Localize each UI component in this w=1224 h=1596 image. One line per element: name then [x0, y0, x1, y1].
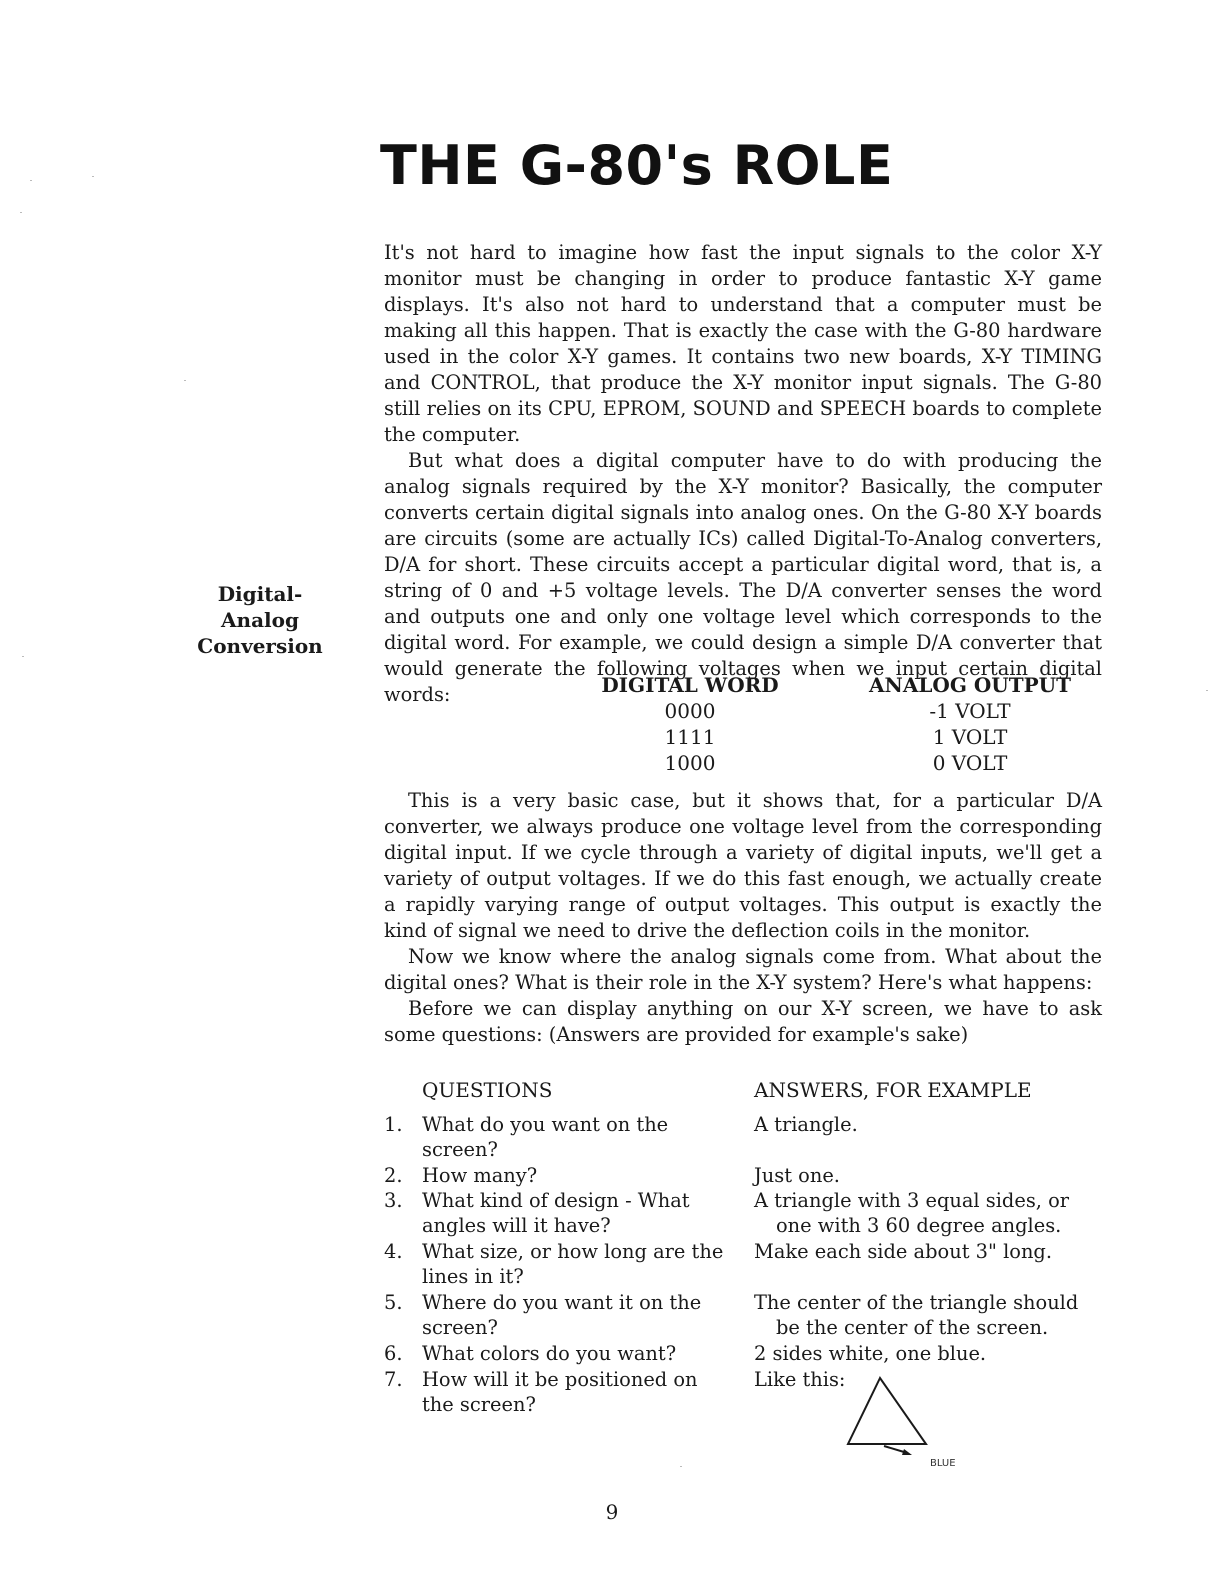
scan-speck	[20, 212, 22, 213]
table-cell: 1000	[664, 751, 716, 775]
answer-text: Like this:	[754, 1368, 846, 1391]
paragraph-analog-signals: Now we know where the analog signals come from. What about the digital ones? What is their role in the X-Y system? Here's what happens:	[384, 945, 1102, 994]
question-item	[384, 1367, 724, 1417]
page-number: 9	[605, 1500, 619, 1524]
scan-speck	[184, 380, 186, 381]
answer-text: 2 sides white, one blue.	[754, 1342, 987, 1365]
answers-header: ANSWERS, FOR EXAMPLE	[754, 1078, 1032, 1102]
question-item	[384, 1341, 724, 1366]
page-title: THE G-80's ROLE	[380, 134, 894, 197]
answer-item	[754, 1341, 1114, 1366]
question-item	[384, 1163, 724, 1188]
question-item	[384, 1188, 724, 1238]
answer-text: The center of the triangle should be the center of the screen.	[754, 1291, 1079, 1339]
question-text: Where do you want it on the screen?	[422, 1291, 702, 1339]
table-cell: 1 VOLT	[932, 725, 1008, 749]
sidehead-line: Conversion	[197, 634, 323, 658]
table-header-digital-word: DIGITAL WORD	[601, 673, 779, 697]
answer-item	[754, 1188, 1084, 1238]
scan-speck	[22, 656, 24, 657]
answer-text: Make each side about 3" long.	[754, 1240, 1053, 1263]
table-column-analog-output	[862, 672, 1078, 776]
question-number: 2.	[384, 1164, 403, 1187]
paragraph-digital-computer: But what does a digital computer have to do with producing the analog signals required by the X-Y monitor? Basically, the computer converts certain digital signals into analog ones. On the G-80 X-Y boards are circuits (some are actually ICs) called Digital-To-Analog converters, D/A for short. These circuits accept a particular digital word, that is, a string of 0 and +5 voltage levels. The D/A converter senses the word and outputs one and only one voltage level which corresponds to the digital word. For example, we could design a simple D/A converter that would generate the following voltages when we input certain digital words:	[384, 449, 1102, 706]
answer-text: Just one.	[754, 1164, 840, 1187]
paragraph-intro: It's not hard to imagine how fast the input signals to the color X-Y monitor must be changing in order to produce fantastic X-Y game displays. It's also not hard to understand that a computer must be making all this happen. That is exactly the case with the G-80 hardware used in the color X-Y games. It contains two new boards, X-Y TIMING and CONTROL, that produce the X-Y monitor input signals. The G-80 still relies on its CPU, EPROM, SOUND and SPEECH boards to complete the computer.	[384, 241, 1102, 446]
question-number: 4.	[384, 1240, 403, 1263]
triangle-shape	[848, 1378, 926, 1444]
answer-text: A triangle.	[754, 1113, 858, 1136]
question-number: 3.	[384, 1189, 403, 1212]
question-text: What size, or how long are the lines in it?	[422, 1240, 724, 1288]
question-item	[384, 1290, 724, 1340]
question-text: How will it be positioned on the screen?	[422, 1368, 698, 1416]
question-text: How many?	[422, 1164, 538, 1187]
answer-item	[754, 1112, 1114, 1137]
question-item	[384, 1239, 724, 1289]
body-text-lower	[384, 788, 1102, 1048]
questions-header: QUESTIONS	[422, 1078, 553, 1102]
figure-label-blue: BLUE	[930, 1458, 956, 1469]
table-column-digital-word	[600, 672, 780, 776]
answer-item	[754, 1163, 1114, 1188]
sidehead-digital-analog-conversion	[190, 581, 330, 659]
table-cell: 1111	[664, 725, 716, 749]
table-cell: 0000	[664, 699, 716, 723]
triangle-diagram	[840, 1374, 970, 1474]
question-text: What kind of design - What angles will it have?	[422, 1189, 690, 1237]
answer-text: A triangle with 3 equal sides, or one with 3 60 degree angles.	[754, 1189, 1070, 1237]
scan-speck	[1206, 690, 1208, 691]
table-cell: -1 VOLT	[929, 699, 1011, 723]
scan-speck	[680, 1466, 682, 1467]
question-text: What colors do you want?	[422, 1342, 677, 1365]
paragraph-basic-case: This is a very basic case, but it shows that, for a particular D/A converter, we always produce one voltage level from the corresponding digital input. If we cycle through a variety of digital inputs, we'll get a variety of output voltages. If we do this fast enough, we actually create a rapidly varying range of output voltages. This output is exactly the kind of signal we need to drive the deflection coils in the monitor.	[384, 789, 1102, 942]
question-number: 5.	[384, 1291, 403, 1314]
arrow-head-icon	[902, 1449, 912, 1455]
question-item	[384, 1112, 724, 1162]
blue-side-pointer	[884, 1446, 904, 1452]
paragraph-questions-intro: Before we can display anything on our X-Y screen, we have to ask some questions: (Answers are provided for example's sake)	[384, 997, 1102, 1046]
answer-item	[754, 1290, 1094, 1340]
answer-item	[754, 1239, 1114, 1264]
table-cell: 0 VOLT	[932, 751, 1008, 775]
sidehead-line: Analog	[221, 608, 299, 632]
question-number: 1.	[384, 1113, 403, 1136]
question-text: What do you want on the screen?	[422, 1113, 669, 1161]
question-number: 7.	[384, 1368, 403, 1391]
scan-speck	[30, 180, 32, 181]
scan-speck	[92, 176, 94, 177]
sidehead-line: Digital-	[217, 582, 303, 606]
question-number: 6.	[384, 1342, 403, 1365]
table-header-analog-output: ANALOG OUTPUT	[869, 673, 1071, 697]
body-text-upper	[384, 240, 1102, 708]
